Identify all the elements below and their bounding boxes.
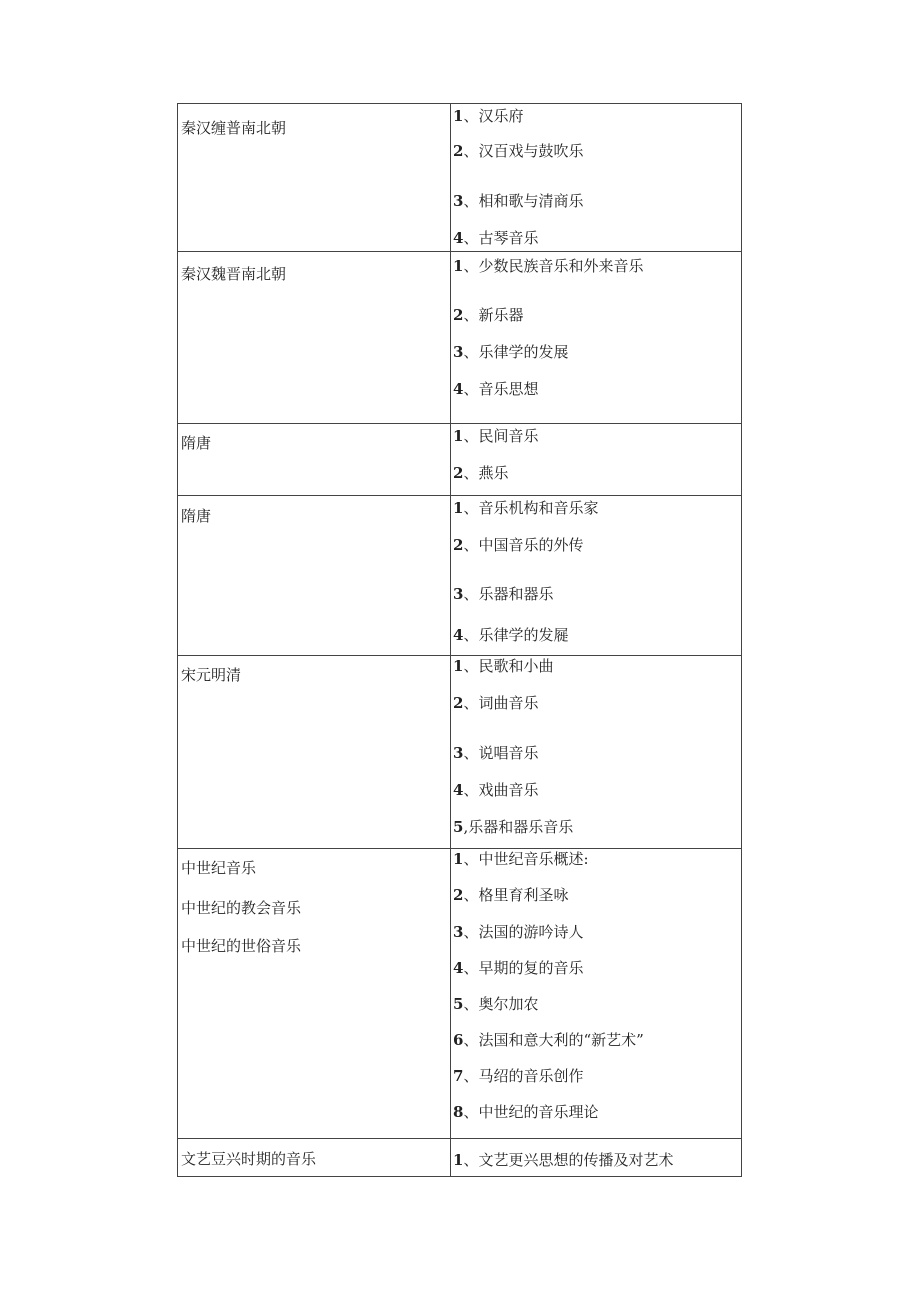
topic-item [453, 192, 583, 210]
topic-item [453, 694, 538, 712]
topic-item [453, 744, 538, 762]
topic-text: 、马绍的音乐创作 [463, 1067, 584, 1085]
topics-cell [451, 849, 741, 1138]
topic-item [453, 626, 568, 644]
topic-item [453, 107, 523, 125]
period-label: 中世纪的世俗音乐 [181, 937, 302, 955]
period-label: 中世纪的教会音乐 [181, 899, 302, 917]
table-row [178, 655, 741, 848]
topic-number: 1 [453, 107, 464, 125]
topic-text: 、古琴音乐 [463, 229, 539, 247]
topics-cell [451, 1139, 741, 1176]
topic-text: 、音乐思想 [463, 380, 539, 398]
topic-text: 、少数民族音乐和外来音乐 [463, 257, 644, 275]
topic-text: 、中国音乐的外传 [463, 536, 584, 554]
topic-text: 、民间音乐 [463, 427, 539, 445]
topic-text: 、中世纪的音乐理论 [463, 1103, 599, 1121]
topic-text: 、词曲音乐 [463, 694, 539, 712]
table-row [178, 251, 741, 423]
topic-item [453, 585, 553, 603]
topic-item [453, 427, 538, 445]
topic-text: 、燕乐 [463, 464, 509, 482]
topic-item [453, 1067, 583, 1085]
period-cell [178, 424, 451, 495]
topic-number: 5 [453, 818, 464, 836]
topic-item [453, 781, 538, 799]
topic-number: 1 [453, 657, 464, 675]
topic-number: 1 [453, 850, 464, 868]
topics-cell [451, 424, 741, 495]
topic-number: 3 [453, 192, 464, 210]
topic-number: 4 [453, 229, 464, 247]
period-cell [178, 104, 451, 251]
topic-item [453, 886, 568, 904]
topic-text: 、乐律学的发屣 [463, 626, 569, 644]
topic-number: 4 [453, 626, 464, 644]
topic-number: 3 [453, 343, 464, 361]
topic-item [453, 257, 643, 275]
topic-number: 3 [453, 923, 464, 941]
topic-text: 、法国和意大利的“新艺术” [463, 1031, 644, 1049]
topic-number: 1 [453, 427, 464, 445]
period-label: 隋唐 [181, 507, 212, 525]
table-row [178, 848, 741, 1138]
period-cell [178, 849, 451, 1138]
topic-text: 、中世纪音乐概述: [463, 850, 589, 868]
topic-item [453, 995, 538, 1013]
topic-text: 、乐律学的发展 [463, 343, 569, 361]
topics-cell [451, 656, 741, 848]
topic-text: 、民歌和小曲 [463, 657, 554, 675]
topic-text: 、音乐机构和音乐家 [463, 499, 599, 517]
topics-cell [451, 496, 741, 655]
topic-item [453, 1103, 598, 1121]
topic-text: 、汉乐府 [463, 107, 524, 125]
topic-item [453, 657, 553, 675]
period-label: 秦汉缠普南北朝 [181, 119, 287, 137]
topic-item [453, 923, 583, 941]
topic-text: 、文艺更兴思想的传播及对艺术 [463, 1151, 674, 1169]
topic-text: 、早期的复的音乐 [463, 959, 584, 977]
topic-text: 、说唱音乐 [463, 744, 539, 762]
topic-item [453, 380, 538, 398]
topic-number: 6 [453, 1031, 464, 1049]
topic-number: 7 [453, 1067, 464, 1085]
topic-text: 、相和歌与清商乐 [463, 192, 584, 210]
topic-item [453, 142, 583, 160]
topic-number: 1 [453, 499, 464, 517]
period-label: 文艺豆兴时期的音乐 [181, 1150, 317, 1168]
topic-number: 4 [453, 781, 464, 799]
table-row [178, 495, 741, 655]
topic-number: 1 [453, 257, 464, 275]
topic-item [453, 536, 583, 554]
period-label: 秦汉魏晋南北朝 [181, 265, 287, 283]
topic-item [453, 343, 568, 361]
topic-number: 1 [453, 1151, 464, 1169]
topic-text: 、法国的游吟诗人 [463, 923, 584, 941]
topic-number: 2 [453, 694, 464, 712]
topic-number: 8 [453, 1103, 464, 1121]
topic-item [453, 499, 598, 517]
topic-text: 、新乐器 [463, 306, 524, 324]
topic-text: 、乐器和器乐 [463, 585, 554, 603]
outline-table [177, 103, 742, 1177]
topic-item [453, 1031, 644, 1049]
topic-number: 2 [453, 142, 464, 160]
table-row [178, 104, 741, 251]
period-cell [178, 1139, 451, 1176]
topic-number: 4 [453, 380, 464, 398]
period-label: 隋唐 [181, 434, 212, 452]
period-cell [178, 496, 451, 655]
topic-item [453, 850, 589, 868]
topic-text: 、汉百戏与鼓吹乐 [463, 142, 584, 160]
topic-number: 4 [453, 959, 464, 977]
topic-text: 、格里育利圣咏 [463, 886, 569, 904]
topic-item [453, 306, 523, 324]
topics-cell [451, 104, 741, 251]
period-label: 宋元明清 [181, 666, 242, 684]
period-label: 中世纪音乐 [181, 859, 257, 877]
topic-text: ,乐器和器乐音乐 [463, 818, 574, 836]
period-cell [178, 656, 451, 848]
topic-number: 3 [453, 744, 464, 762]
topic-item [453, 464, 508, 482]
topics-cell [451, 252, 741, 423]
topic-text: 、奥尔加农 [463, 995, 539, 1013]
table-row [178, 423, 741, 495]
topic-item [453, 229, 538, 247]
topic-item [453, 959, 583, 977]
topic-number: 5 [453, 995, 464, 1013]
topic-text: 、戏曲音乐 [463, 781, 539, 799]
topic-number: 3 [453, 585, 464, 603]
topic-number: 2 [453, 464, 464, 482]
table-row [178, 1138, 741, 1176]
topic-number: 2 [453, 536, 464, 554]
topic-number: 2 [453, 886, 464, 904]
topic-number: 2 [453, 306, 464, 324]
topic-item [453, 818, 573, 836]
period-cell [178, 252, 451, 423]
topic-item [453, 1151, 673, 1169]
